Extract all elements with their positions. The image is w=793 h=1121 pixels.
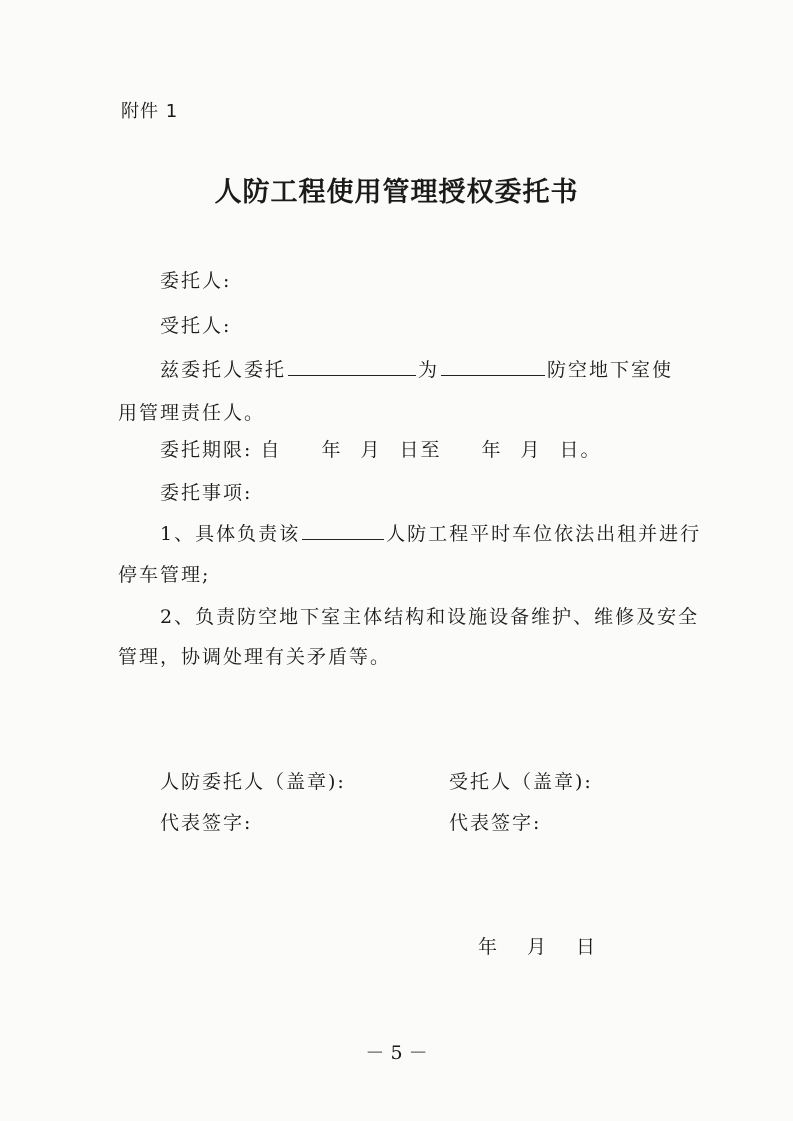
period-line [160, 435, 602, 462]
period-label: 委托期限: [160, 439, 253, 461]
date-year: 年 [478, 936, 500, 958]
item-1-suffix: 人防工程平时车位依法出租并进行 [386, 523, 702, 545]
period-from: 自 [260, 439, 282, 461]
page-number: － 5 － [365, 1042, 428, 1064]
signing-date [478, 932, 597, 959]
appointment-prefix: 兹委托人委托 [160, 359, 287, 381]
period-year-2: 年 [481, 439, 503, 461]
agent-representative-label: 代表签字: [449, 812, 542, 834]
principal-blank [288, 374, 416, 376]
item-2-line-1: 2、负责防空地下室主体结构和设施设备维护、维修及安全 [160, 606, 700, 628]
period-month-1: 月 [360, 439, 382, 461]
item-2-line-2: 管理，协调处理有关矛盾等。 [118, 646, 392, 668]
date-month: 月 [527, 936, 549, 958]
appointment-continuation: 用管理责任人。 [118, 402, 266, 424]
item-1-continuation: 停车管理; [118, 564, 211, 586]
principal-representative-label: 代表签字: [160, 812, 253, 834]
period-month-2: 月 [520, 439, 542, 461]
appointment-line [160, 355, 673, 382]
principal-field-label: 委托人: [160, 270, 232, 292]
agent-seal-label: 受托人（盖章): [449, 771, 593, 793]
agent-field-label: 受托人: [160, 315, 232, 337]
annex-label: 附件 1 [121, 101, 179, 122]
period-day-1-to: 日至 [399, 439, 442, 461]
agent-blank [441, 374, 545, 376]
item-1-line [160, 519, 701, 546]
appointment-mid: 为 [418, 359, 440, 381]
document-title: 人防工程使用管理授权委托书 [214, 177, 579, 208]
principal-seal-label: 人防委托人（盖章): [160, 771, 346, 793]
project-blank [302, 538, 384, 540]
date-day: 日 [576, 936, 598, 958]
appointment-suffix: 防空地下室使 [547, 359, 674, 381]
period-year-1: 年 [321, 439, 343, 461]
item-1-prefix: 1、具体负责该 [160, 523, 301, 545]
matters-label: 委托事项: [160, 482, 253, 504]
period-day-2: 日。 [559, 439, 602, 461]
